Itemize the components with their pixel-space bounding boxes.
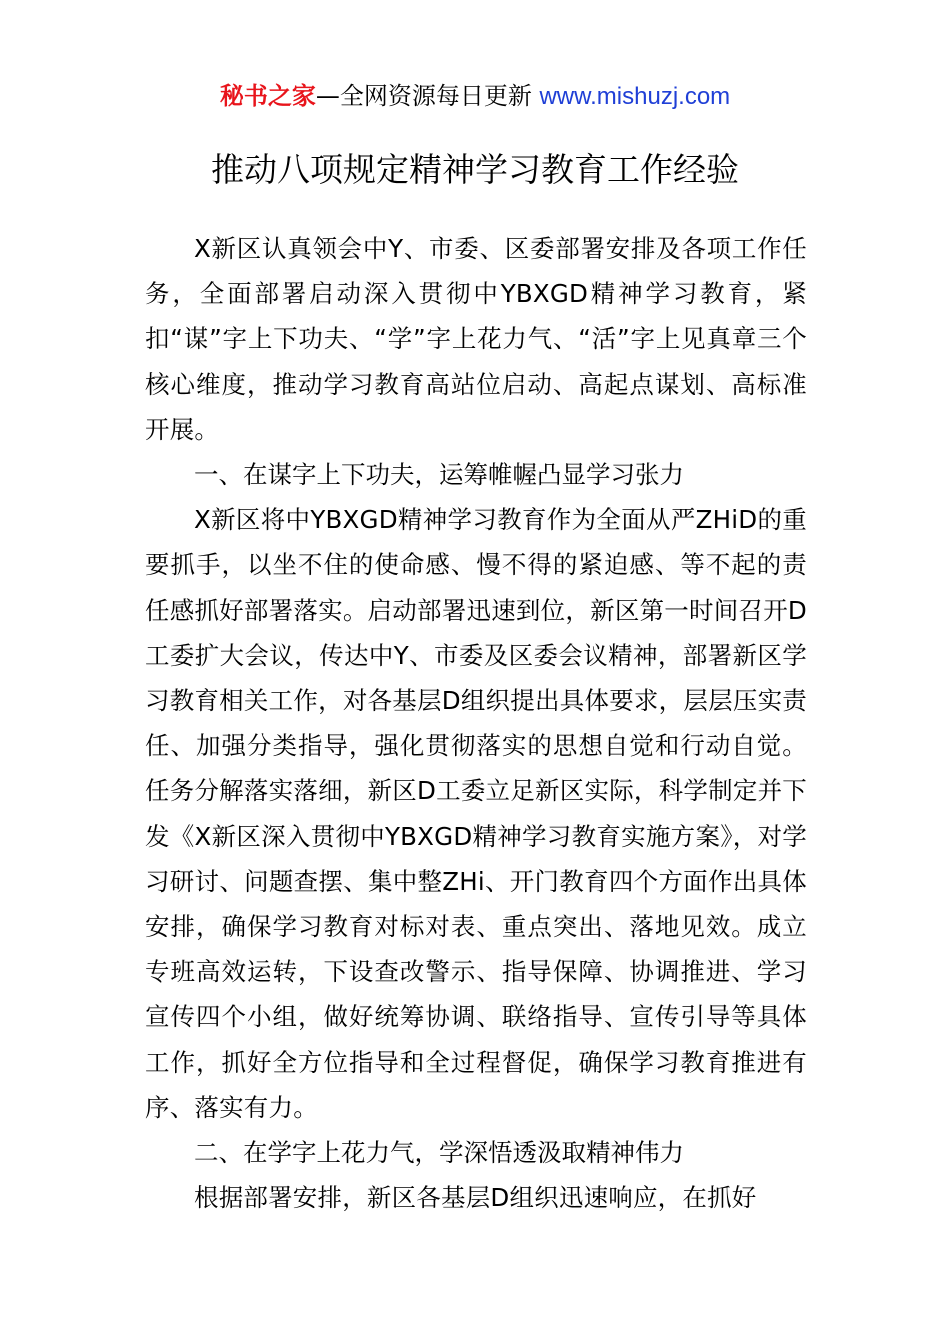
document-body [145,226,807,1220]
site-header [0,78,950,115]
section-heading-1: 一、在谋字上下功夫，运筹帷幄凸显学习张力 [194,460,684,490]
intro-paragraph: X新区认真领会中Y、市委、区委部署安排及各项工作任务，全面部署启动深入贯彻中YBXGD精神学习教育，紧扣“谋”字上下功夫、“学”字上花力气、“活”字上见真章三个核心维度，推动学习教育高站位启动、高起点谋划、高标准开展。 [145,234,807,444]
site-brand: 秘书之家 [219,82,316,110]
document-title: 推动八项规定精神学习教育工作经验 [211,150,739,189]
section-1-paragraph: X新区将中YBXGD精神学习教育作为全面从严ZHiD的重要抓手，以坐不住的使命感、慢不得的紧迫感、等不起的责任感抓好部署落实。启动部署迅速到位，新区第一时间召开D工委扩大会议，传达中Y、市委及区委会议精神，部署新区学习教育相关工作，对各基层D组织提出具体要求，层层压实责任、加强分类指导，强化贯彻落实的思想自觉和行动自觉。任务分解落实落细，新区D工委立足新区实际，科学制定并下发《X新区深入贯彻中YBXGD精神学习教育实施方案》，对学习研讨、问题查摆、集中整ZHi、开门教育四个方面作出具体安排，确保学习教育对标对表、重点突出、落地见效。成立专班高效运转，下设查改警示、指导保障、协调推进、学习宣传四个小组，做好统筹协调、联络指导、宣传引导等具体工作，抓好全方位指导和全过程督促，确保学习教育推进有序、落实有力。 [145,505,807,1122]
section-2-paragraph: 根据部署安排，新区各基层D组织迅速响应，在抓好 [194,1183,757,1213]
section-heading-2: 二、在学字上花力气，学深悟透汲取精神伟力 [194,1138,684,1168]
site-url-link[interactable]: www.mishuzj.com [539,83,731,110]
site-tagline: —全网资源每日更新 [315,82,540,110]
